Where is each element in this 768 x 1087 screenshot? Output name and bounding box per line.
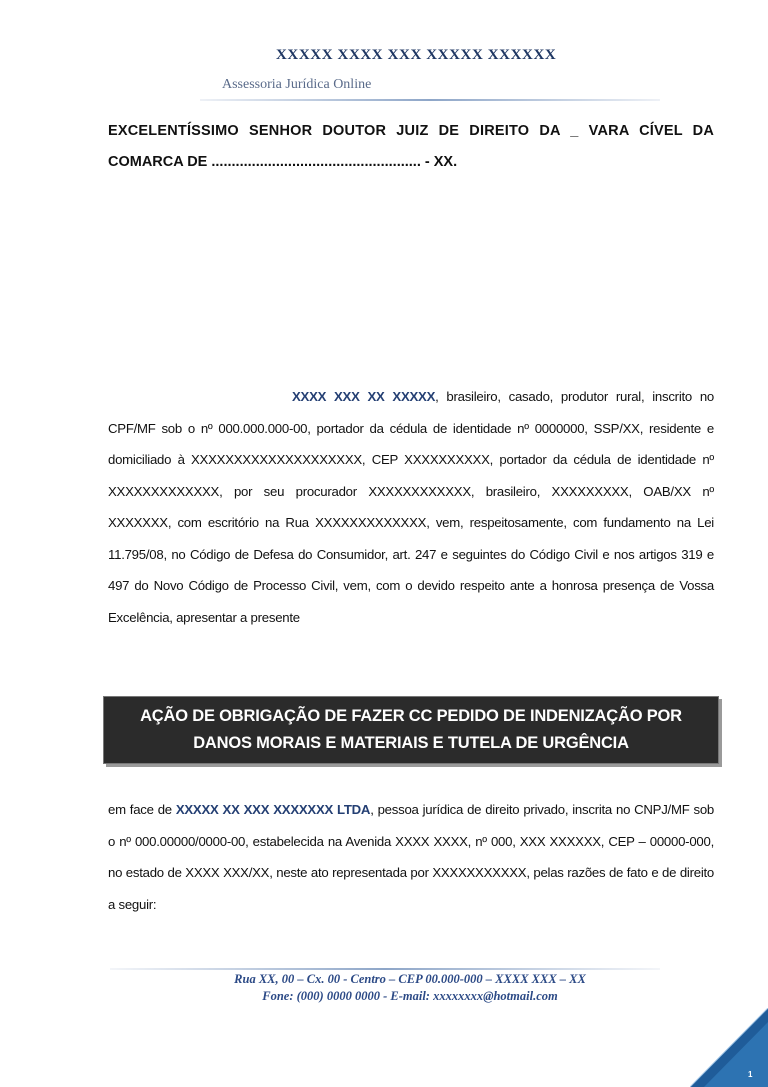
court-address-line-2: COMARCA DE .................................................... - XX. [108,154,458,170]
petitioner-name: XXXX XXX XX XXXXX [292,389,436,404]
header-subtitle: Assessoria Jurídica Online [222,77,372,92]
page-corner-decoration [690,1008,768,1087]
action-title-line-1: AÇÃO DE OBRIGAÇÃO DE FAZER CC PEDIDO DE INDENIZAÇÃO POR [140,707,682,725]
page-number: 1 [748,1070,753,1079]
defendant-text: , pessoa jurídica de direito privado, inscrita no CNPJ/MF sob o nº 000.00000/0000-00, estabelecida na Avenida XXXX XXXX, nº 000, XXX XXXXXX, CEP – 00000-000, no estado de XXXX XXX/XX, neste ato representada por XXXXXXXXXXX, pelas razões de fato e de direito a seguir: [108,802,715,912]
header-title: XXXXX XXXX XXX XXXXX XXXXXX [276,47,557,63]
header-divider [200,99,660,101]
petitioner-text: , brasileiro, casado, produtor rural, inscrito no CPF/MF sob o nº 000.000.000-00, portador da cédula de identidade nº 0000000, SSP/XX, residente e domiciliado à XXXXXXXXXXXXXXXXXXXX, CEP XXXXXXXXXX, portador da cédula de identidade nº XXXXXXXXXXXXX, por seu procurador XXXXXXXXXXXX, brasileiro, XXXXXXXXX, OAB/XX nº XXXXXXX, com escritório na Rua XXXXXXXXXXXXX, vem, respeitosamente, com fundamento na Lei 11.795/08, no Código de Defesa do Consumidor, art. 247 e seguintes do Código Civil e nos artigos 319 e 497 do Novo Código de Processo Civil, vem, com o devido respeito ante a honrosa presença de Vossa Excelência, apresentar a presente [108,389,714,625]
footer-contact: Fone: (000) 0000 0000 - E-mail: xxxxxxxx@hotmail.com [262,989,558,1003]
court-address [108,116,714,178]
action-title-line-2: DANOS MORAIS E MATERIAIS E TUTELA DE URGÊNCIA [193,734,629,752]
defendant-name: XXXXX XX XXX XXXXXXX LTDA [175,802,371,817]
defendant-paragraph [108,794,714,920]
footer-address: Rua XX, 00 – Cx. 00 - Centro – CEP 00.000-000 – XXXX XXX – XX [234,972,586,986]
footer-divider [110,968,660,970]
court-address-line-1: EXCELENTÍSSIMO SENHOR DOUTOR JUIZ DE DIREITO DA _ VARA CÍVEL DA [108,123,714,139]
defendant-prefix: em face de [108,802,176,817]
action-title-banner [103,696,719,764]
petitioner-paragraph [108,381,714,633]
